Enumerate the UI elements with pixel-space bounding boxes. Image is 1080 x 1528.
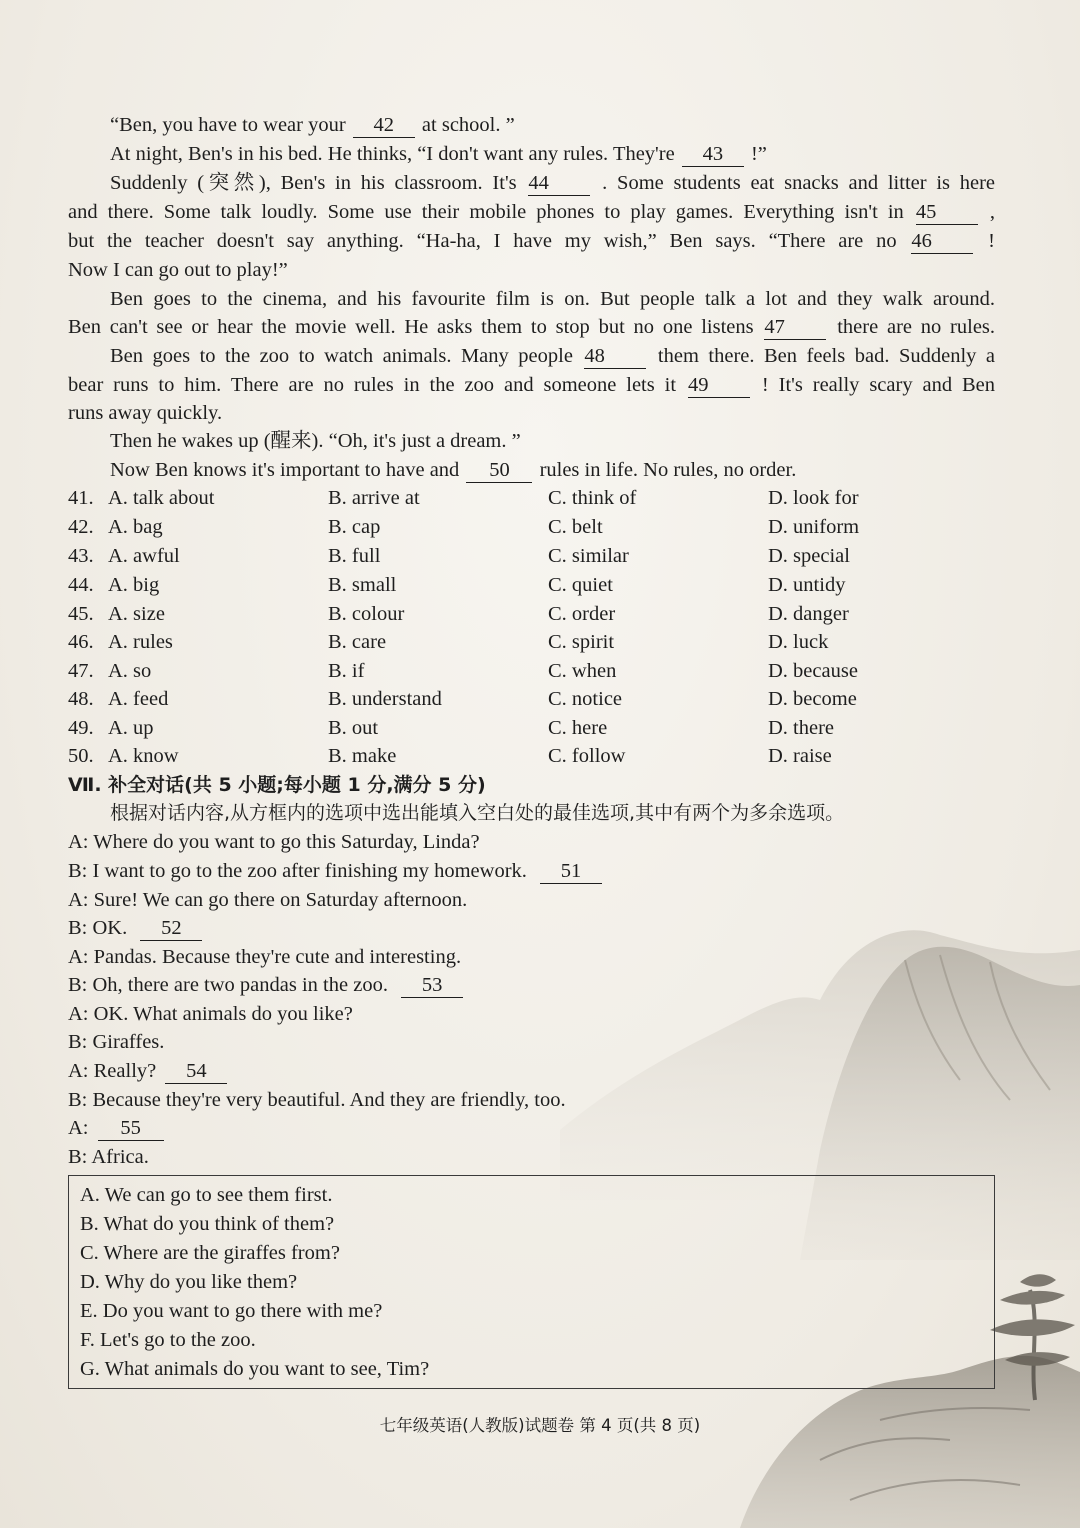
dialogue-line [68, 886, 995, 915]
passage-line-12 [110, 427, 995, 456]
passage-text: there are no rules. [837, 316, 996, 338]
question-number: 43. [68, 545, 94, 567]
option-c[interactable]: C. order [548, 603, 616, 625]
option-d[interactable]: D. there [768, 717, 835, 739]
answer-blank-47[interactable]: 47 [764, 315, 826, 340]
answer-blank-51[interactable]: 51 [540, 859, 602, 884]
option-d[interactable]: D. untidy [768, 574, 846, 596]
dialogue-text: Giraffes. [92, 1031, 165, 1053]
answer-blank-52[interactable]: 52 [140, 916, 202, 941]
question-number: 49. [68, 717, 94, 739]
speaker-label: A: [68, 831, 89, 853]
question-number: 42. [68, 516, 94, 538]
box-option-c[interactable]: C. Where are the giraffes from? [80, 1242, 340, 1264]
option-d[interactable]: D. because [768, 660, 858, 682]
answer-blank-49[interactable]: 49 [688, 373, 750, 398]
passage-text: . Some students eat snacks and litter is here [602, 172, 996, 194]
speaker-label: A: [68, 946, 89, 968]
passage-text: Then he wakes up (醒来). “Oh, it's just a dream. ” [110, 430, 521, 452]
option-b[interactable]: B. out [328, 717, 379, 739]
option-a[interactable]: A. so [108, 660, 152, 682]
answer-blank-46[interactable]: 46 [911, 229, 973, 254]
speaker-label: A: [68, 1117, 89, 1139]
dialogue-line [68, 828, 995, 857]
dialogue-text: Really? [93, 1060, 157, 1082]
speaker-label: B: [68, 917, 88, 939]
option-row-47 [68, 657, 995, 686]
section-instruction: 根据对话内容,从方框内的选项中选出能填入空白处的最佳选项,其中有两个为多余选项。 [110, 802, 845, 824]
passage-text: ! It's really scary and Ben [761, 374, 996, 396]
question-number: 47. [68, 660, 94, 682]
speaker-label: B: [68, 1031, 88, 1053]
option-b[interactable]: B. understand [328, 688, 442, 710]
passage-line-3 [110, 169, 995, 198]
option-c[interactable]: C. here [548, 717, 608, 739]
passage-text: Ben goes to the zoo to watch animals. Many people [110, 345, 573, 367]
question-number: 41. [68, 487, 94, 509]
option-b[interactable]: B. make [328, 745, 397, 767]
dialogue-line [68, 1057, 995, 1086]
option-a[interactable]: A. up [108, 717, 154, 739]
passage-line-7 [110, 285, 995, 314]
option-a[interactable]: A. big [108, 574, 160, 596]
dialogue-text: I want to go to the zoo after finishing my homework. [92, 860, 527, 882]
option-b[interactable]: B. colour [328, 603, 405, 625]
option-c[interactable]: C. think of [548, 487, 637, 509]
option-a[interactable]: A. feed [108, 688, 169, 710]
answer-blank-55[interactable]: 55 [98, 1116, 164, 1141]
option-a[interactable]: A. know [108, 745, 179, 767]
box-option-d[interactable]: D. Why do you like them? [80, 1271, 298, 1293]
dialogue-line [68, 1143, 995, 1172]
passage-line-8 [68, 313, 995, 342]
section-title: Ⅶ. 补全对话(共 5 小题;每小题 1 分,满分 5 分) [68, 774, 486, 796]
passage-line-4 [68, 198, 995, 227]
dialogue-text: Because they're very beautiful. And they are friendly, too. [92, 1089, 566, 1111]
answer-blank-44[interactable]: 44 [528, 171, 590, 196]
option-c[interactable]: C. quiet [548, 574, 613, 596]
passage-line-9 [110, 342, 995, 371]
box-option-g[interactable]: G. What animals do you want to see, Tim? [80, 1358, 430, 1380]
option-row-45 [68, 600, 995, 629]
option-b[interactable]: B. care [328, 631, 387, 653]
passage-line-5 [68, 227, 995, 256]
passage-text: at school. ” [421, 114, 515, 136]
option-b[interactable]: B. arrive at [328, 487, 420, 509]
passage-text: Suddenly (突然), Ben's in his classroom. It's [110, 172, 517, 194]
question-number: 46. [68, 631, 94, 653]
option-b[interactable]: B. small [328, 574, 397, 596]
option-b[interactable]: B. if [328, 660, 365, 682]
dialogue-text: Where do you want to go this Saturday, Linda? [93, 831, 480, 853]
box-option-a[interactable]: A. We can go to see them first. [80, 1184, 333, 1206]
option-c[interactable]: C. notice [548, 688, 623, 710]
box-option-e[interactable]: E. Do you want to go there with me? [80, 1300, 383, 1322]
passage-text: At night, Ben's in his bed. He thinks, “I don't want any rules. They're [110, 143, 675, 165]
option-a[interactable]: A. awful [108, 545, 180, 567]
option-a[interactable]: A. size [108, 603, 165, 625]
question-number: 44. [68, 574, 94, 596]
speaker-label: A: [68, 1060, 89, 1082]
option-a[interactable]: A. rules [108, 631, 173, 653]
dialogue-line [68, 1000, 995, 1029]
answer-blank-48[interactable]: 48 [584, 344, 646, 369]
passage-line-1 [110, 111, 995, 140]
dialogue-line [68, 914, 995, 943]
question-number: 45. [68, 603, 94, 625]
option-c[interactable]: C. similar [548, 545, 629, 567]
option-row-41 [68, 484, 995, 513]
passage-line-11 [68, 399, 995, 428]
dialogue-line [68, 857, 995, 886]
speaker-label: B: [68, 1146, 88, 1168]
passage-text: but the teacher doesn't say anything. “Ha-ha, I have my wish,” Ben says. “There are no [68, 230, 897, 252]
option-d[interactable]: D. uniform [768, 516, 860, 538]
passage-text: Now I can go out to play!” [68, 259, 288, 281]
option-c[interactable]: C. follow [548, 745, 626, 767]
question-number: 50. [68, 745, 94, 767]
passage-line-10 [68, 371, 995, 400]
passage-text: rules in life. No rules, no order. [539, 459, 797, 481]
passage-text: and there. Some talk loudly. Some use their mobile phones to play games. Everything isn't in [68, 201, 904, 223]
answer-blank-45[interactable]: 45 [916, 200, 978, 225]
option-row-42 [68, 513, 995, 542]
option-d[interactable]: D. become [768, 688, 857, 710]
passage-text: them there. Ben feels bad. Suddenly a [657, 345, 995, 367]
passage-line-6 [68, 256, 995, 285]
dialogue-text: Pandas. Because they're cute and interesting. [93, 946, 462, 968]
dialogue-text: OK. [92, 917, 128, 939]
answer-blank-50[interactable]: 50 [466, 458, 532, 483]
passage-text: , [989, 201, 996, 223]
option-d[interactable]: D. look for [768, 487, 859, 509]
dialogue-text: Africa. [91, 1146, 149, 1168]
option-row-44 [68, 571, 995, 600]
question-number: 48. [68, 688, 94, 710]
passage-text: Ben can't see or hear the movie well. He asks them to stop but no one listens [68, 316, 754, 338]
option-d[interactable]: D. danger [768, 603, 849, 625]
option-c[interactable]: C. spirit [548, 631, 615, 653]
option-c[interactable]: C. when [548, 660, 617, 682]
dialogue-text: Sure! We can go there on Saturday afternoon. [93, 889, 468, 911]
answer-blank-53[interactable]: 53 [401, 973, 463, 998]
option-d[interactable]: D. raise [768, 745, 832, 767]
option-a[interactable]: A. talk about [108, 487, 215, 509]
speaker-label: A: [68, 889, 89, 911]
dialogue-line [68, 1114, 995, 1143]
dialogue-text: OK. What animals do you like? [93, 1003, 353, 1025]
option-d[interactable]: D. special [768, 545, 850, 567]
passage-text: ! [988, 230, 995, 252]
passage-text: bear runs to him. There are no rules in the zoo and someone lets it [68, 374, 677, 396]
speaker-label: B: [68, 1089, 88, 1111]
passage-text: runs away quickly. [68, 402, 223, 424]
option-b[interactable]: B. cap [328, 516, 381, 538]
option-row-49 [68, 714, 995, 743]
passage-text: !” [750, 143, 767, 165]
passage-line-13 [110, 456, 995, 485]
dialogue-text: Oh, there are two pandas in the zoo. [92, 974, 388, 996]
answer-blank-42[interactable]: 42 [353, 113, 415, 138]
passage-text: Ben goes to the cinema, and his favourite film is on. But people talk a lot and they walk around. [110, 288, 995, 310]
speaker-label: A: [68, 1003, 89, 1025]
page-footer: 七年级英语(人教版)试题卷 第 4 页(共 8 页) [379, 1416, 701, 1435]
speaker-label: B: [68, 974, 88, 996]
option-a[interactable]: A. bag [108, 516, 163, 538]
dialogue-line [68, 1086, 995, 1115]
option-c[interactable]: C. belt [548, 516, 603, 538]
option-b[interactable]: B. full [328, 545, 381, 567]
dialogue-line [68, 1028, 995, 1057]
box-option-f[interactable]: F. Let's go to the zoo. [80, 1329, 256, 1351]
option-d[interactable]: D. luck [768, 631, 829, 653]
passage-text: Now Ben knows it's important to have and [110, 459, 460, 481]
answer-blank-54[interactable]: 54 [165, 1059, 227, 1084]
passage-line-2 [110, 140, 995, 169]
option-row-48 [68, 685, 995, 714]
dialogue-line [68, 943, 995, 972]
passage-text: “Ben, you have to wear your [110, 114, 346, 136]
option-row-46 [68, 628, 995, 657]
option-row-50 [68, 742, 995, 771]
option-row-43 [68, 542, 995, 571]
box-option-b[interactable]: B. What do you think of them? [80, 1213, 335, 1235]
answer-blank-43[interactable]: 43 [682, 142, 744, 167]
speaker-label: B: [68, 860, 88, 882]
dialogue-line [68, 971, 995, 1000]
